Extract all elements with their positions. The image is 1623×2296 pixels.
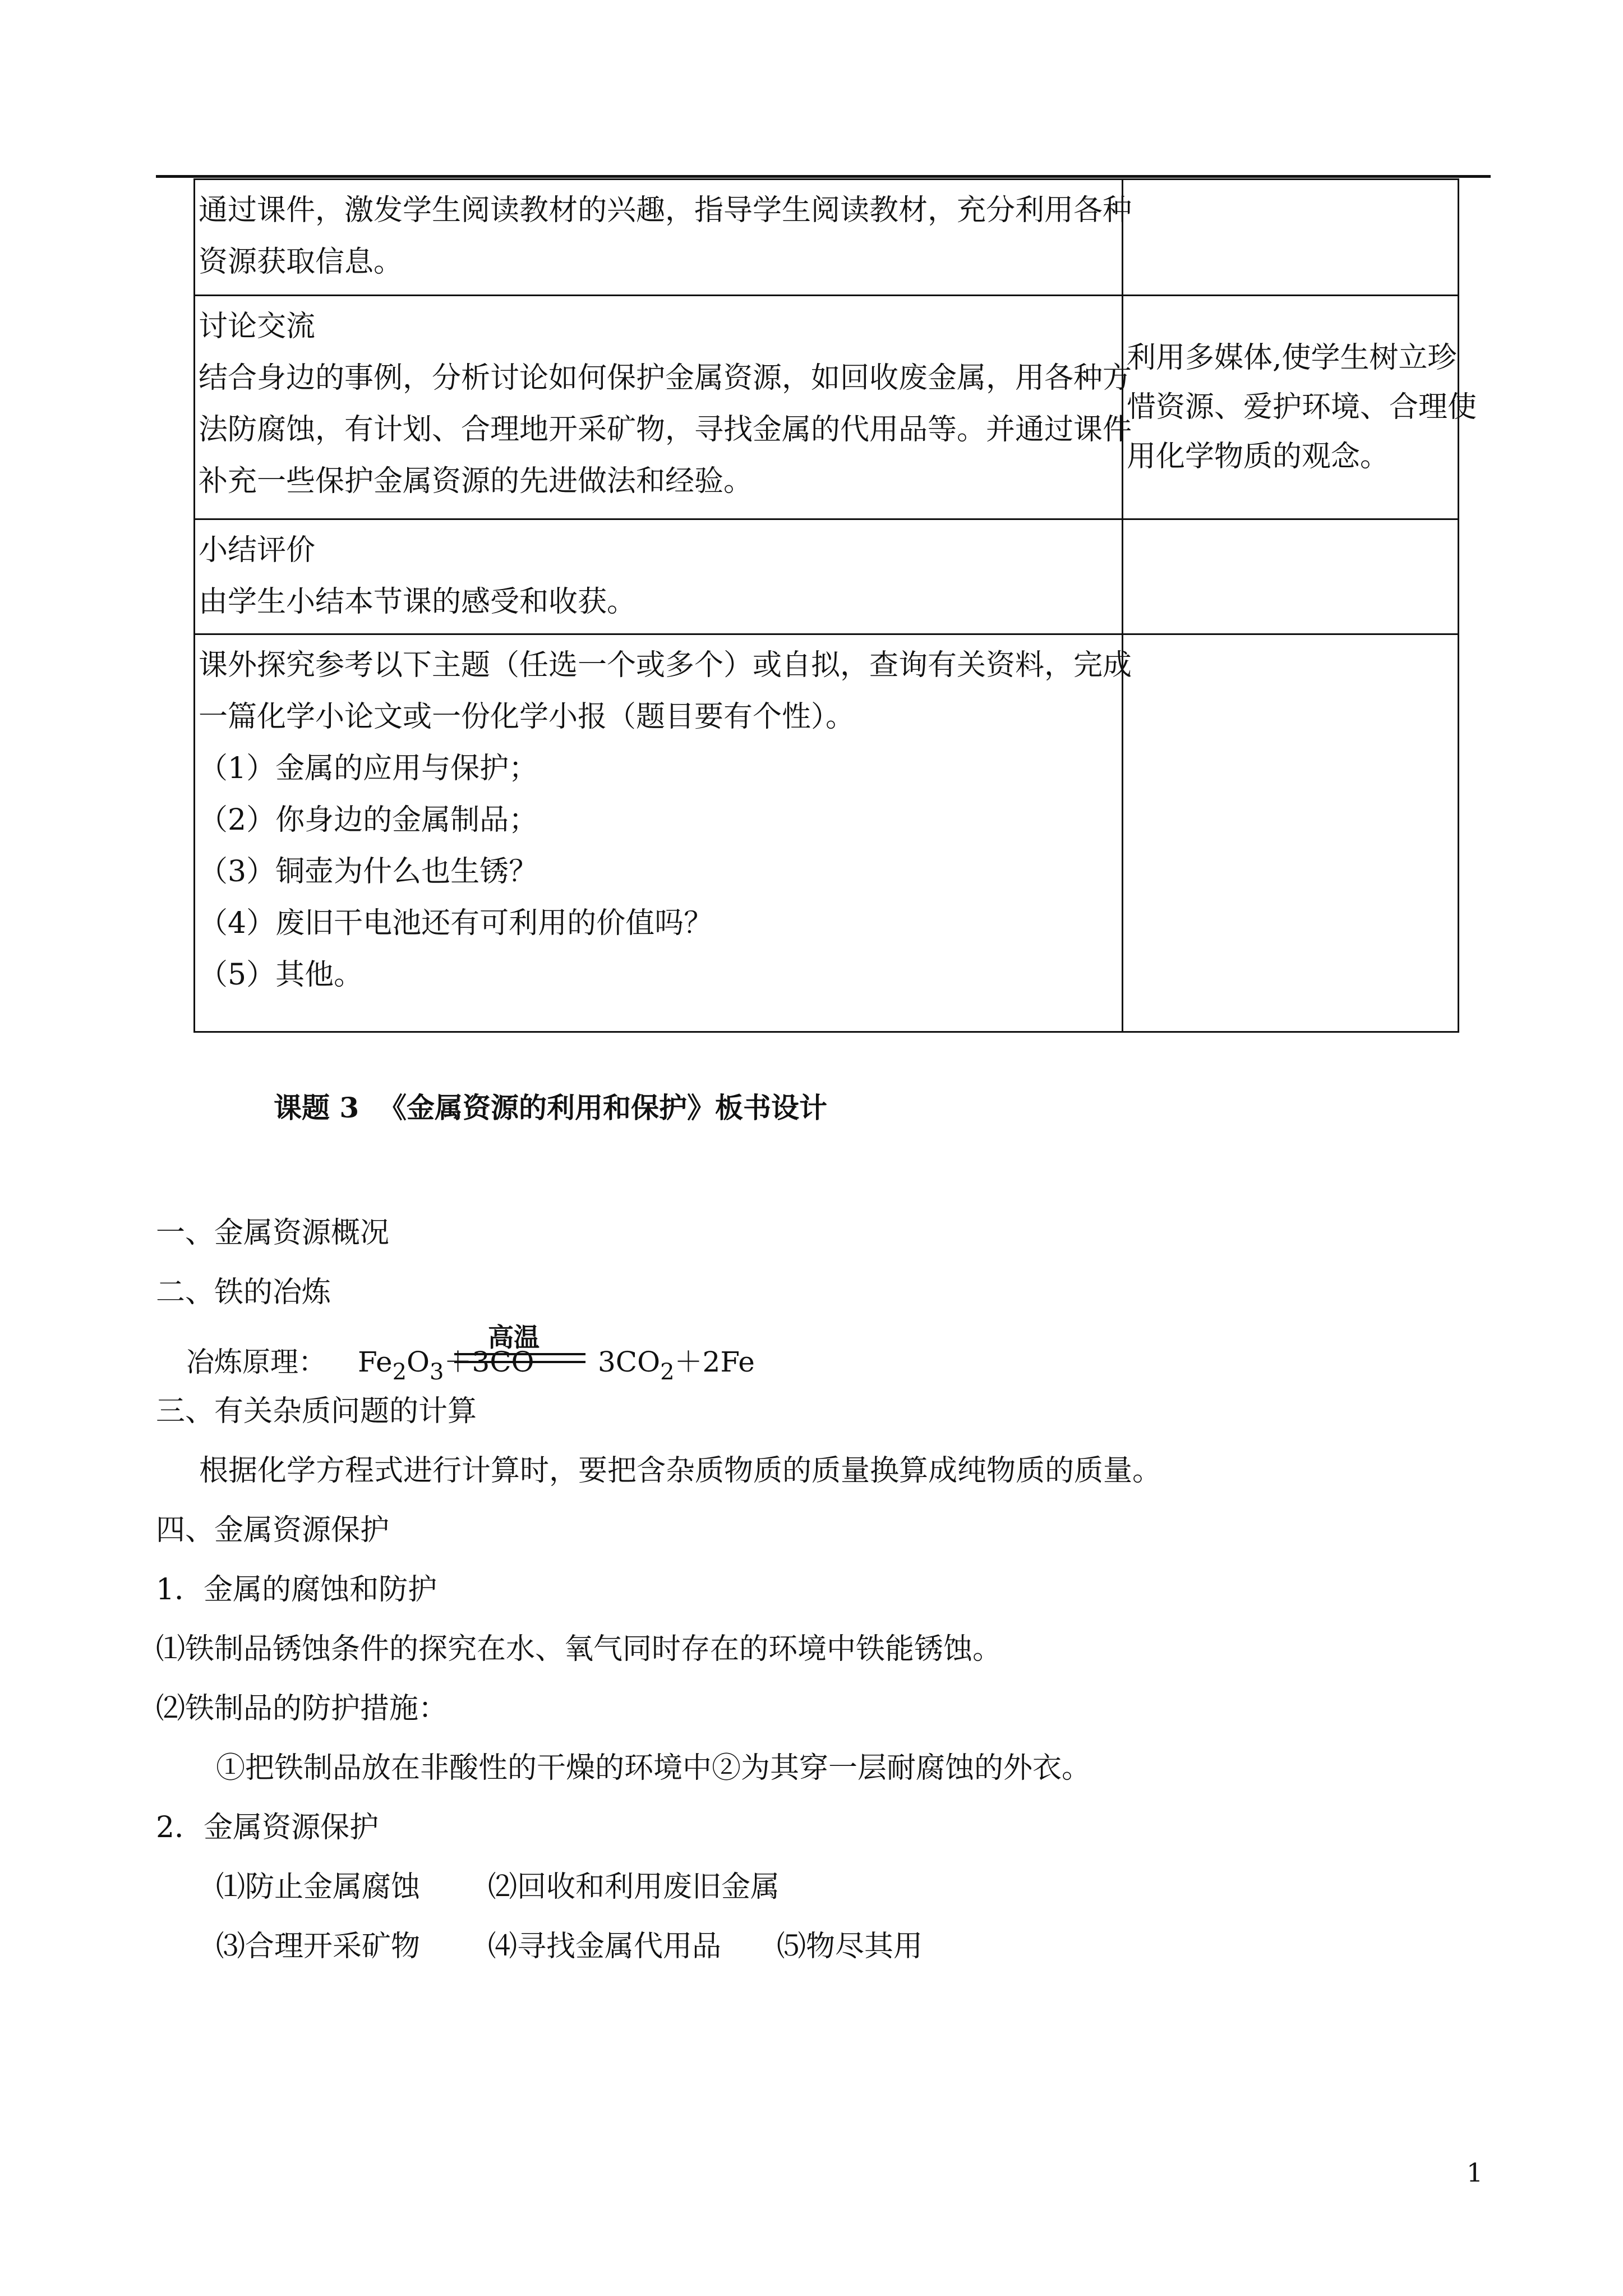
subsection-text: ⑴铁制品锈蚀条件的探究在水、氧气同时存在的环境中铁能锈蚀。 [156,1632,1002,1666]
condition-label: 高温 [488,1322,540,1352]
cell-text-line: 一篇化学小论文或一份化学小报（题目要有个性）。 [199,700,855,734]
table-row [195,634,1459,1032]
cell-list-item: （5）其他。 [199,958,363,992]
section-heading: 三、有关杂质问题的计算 [156,1395,477,1428]
cell-text-line: 法防腐蚀，有计划、合理地开采矿物，寻找金属的代用品等。并通过课件 [199,413,1132,447]
equals-bar-top [454,1353,585,1355]
note-text-line: 利用多媒体,使学生树立珍 [1127,341,1457,375]
cell-list-item: （4）废旧干电池还有可利用的价值吗？ [199,907,713,940]
protection-item: ⑸物尽其用 [777,1930,923,1963]
table-row [195,296,1459,519]
cell-list-item: （1）金属的应用与保护； [199,752,538,785]
table-cell-main [195,180,1132,296]
formula-text: O [407,1346,430,1378]
cell-text-line: 资源获取信息。 [199,245,403,279]
formula-subscript: 2 [392,1359,407,1385]
protection-item: ⑷寻找金属代用品 [488,1930,722,1963]
note-text-line: 用化学物质的观念。 [1127,440,1390,473]
cell-text-line: 通过课件，激发学生阅读教材的兴趣，指导学生阅读教材，充分利用各种 [199,194,1132,227]
page-number: 1 [1467,2157,1483,2188]
table-row [195,180,1459,296]
protection-item: ⑴防止金属腐蚀 [216,1870,421,1904]
board-design-title: 课题 3 《金属资源的利用和保护》板书设计 [274,1091,828,1124]
equals-bar-bottom [454,1361,585,1363]
table-cell-main [195,634,1132,1032]
formula-subscript: 3 [430,1359,444,1385]
cell-text-line: 课外探究参考以下主题（任选一个或多个）或自拟，查询有关资料，完成 [199,648,1132,682]
cell-list-item: （2）你身边的金属制品； [199,803,538,837]
protection-item: ⑶合理开采矿物 [216,1930,421,1963]
table-cell-note [1123,296,1477,519]
lesson-plan-table [193,178,1477,1033]
section-text: 根据化学方程式进行计算时，要把含杂质物质的质量换算成纯物质的质量。 [199,1454,1162,1488]
cell-text-line: 补充一些保护金属资源的先进做法和经验。 [199,464,753,498]
subsection-heading: 1．金属的腐蚀和防护 [156,1573,437,1607]
protection-item: ⑵回收和利用废旧金属 [488,1870,780,1904]
subsection-text: ①把铁制品放在非酸性的干燥的环境中②为其穿一层耐腐蚀的外衣。 [216,1751,1091,1785]
table-row [195,519,1459,634]
cell-text-line: 结合身边的事例，分析讨论如何保护金属资源，如回收废金属，用各种方 [199,361,1132,395]
principle-label: 冶炼原理： [186,1346,326,1378]
header-rule [156,175,1491,178]
cell-list-item: （3）铜壶为什么也生锈？ [199,855,538,889]
table-cell-main [195,519,1123,634]
cell-text-line: 由学生小结本节课的感受和收获。 [199,585,637,619]
subsection-text: ⑵铁制品的防护措施： [156,1692,448,1726]
cell-heading: 小结评价 [199,533,316,567]
table-cell-note [1123,634,1459,1032]
section-heading: 四、金属资源保护 [156,1513,390,1547]
table-cell-main [195,296,1132,519]
section-heading: 一、金属资源概况 [156,1216,390,1250]
section-heading: 二、铁的冶炼 [156,1276,331,1309]
reaction-condition [454,1320,727,1382]
formula-subscript: 2 [660,1359,675,1385]
table-cell-note [1123,180,1459,296]
formula-text: 3CO [598,1346,661,1378]
formula-text: Fe [358,1346,393,1378]
formula-text: ＋2Fe [674,1346,755,1378]
formula-text: ＋3CO [444,1346,534,1378]
subsection-heading: 2．金属资源保护 [156,1811,379,1844]
note-text-line: 惜资源、爱护环境、合理使 [1127,390,1477,424]
cell-heading: 讨论交流 [199,310,316,343]
table-cell-note [1123,519,1459,634]
